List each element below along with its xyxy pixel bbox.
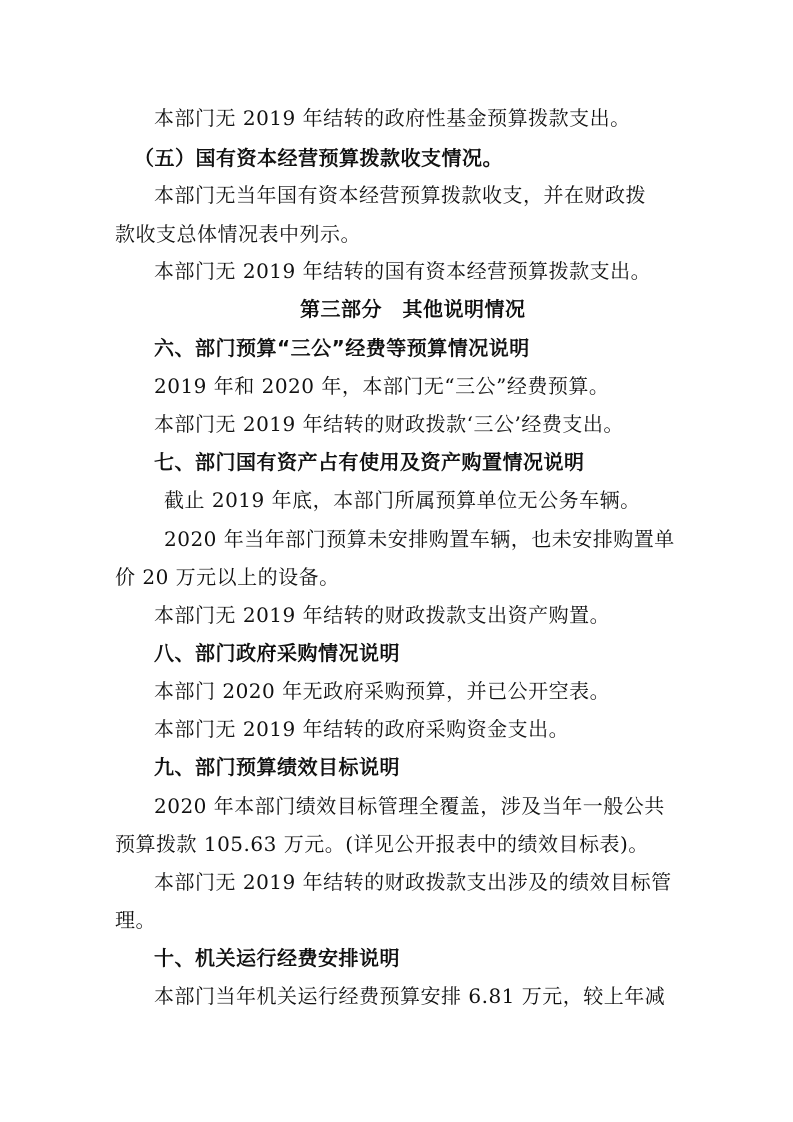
paragraph-line: 预算拨款 105.63 万元。(详见公开报表中的绩效目标表)。 <box>115 832 649 856</box>
paragraph-line: 本部门 2020 年无政府采购预算，并已公开空表。 <box>154 679 611 703</box>
paragraph-line: 2020 年当年部门预算未安排购置车辆，也未安排购置单 <box>164 527 675 551</box>
paragraph-line: 本部门无 2019 年结转的财政拨款‘三公’经费支出。 <box>154 412 624 436</box>
paragraph-line: 本部门无 2019 年结转的财政拨款支出资产购置。 <box>154 603 611 627</box>
paragraph-line: 2019 年和 2020 年，本部门无“三公”经费预算。 <box>154 374 610 398</box>
section-heading: 七、部门国有资产占有使用及资产购置情况说明 <box>154 450 585 474</box>
paragraph-line: 本部门无 2019 年结转的政府性基金预算拨款支出。 <box>154 106 631 130</box>
paragraph-line: 价 20 万元以上的设备。 <box>115 565 340 589</box>
section-heading: （五）国有资本经营预算拨款收支情况。 <box>134 146 503 170</box>
paragraph-line: 款收支总体情况表中列示。 <box>115 222 361 246</box>
section-heading: 六、部门预算“三公”经费等预算情况说明 <box>154 336 530 360</box>
section-heading: 八、部门政府采购情况说明 <box>154 641 400 665</box>
paragraph-line: 本部门无 2019 年结转的财政拨款支出涉及的绩效目标管 <box>154 870 672 894</box>
paragraph-line: 本部门无 2019 年结转的政府采购资金支出。 <box>154 717 570 741</box>
paragraph-line: 理。 <box>115 908 156 932</box>
paragraph-line: 本部门无当年国有资本经营预算拨款收支，并在财政拨 <box>154 183 646 207</box>
part-heading: 第三部分 其他说明情况 <box>300 297 526 321</box>
paragraph-line: 本部门无 2019 年结转的国有资本经营预算拨款支出。 <box>154 259 652 283</box>
section-heading: 九、部门预算绩效目标说明 <box>154 755 400 779</box>
paragraph-line: 本部门当年机关运行经费预算安排 6.81 万元，较上年减 <box>154 984 666 1008</box>
paragraph-line: 2020 年本部门绩效目标管理全覆盖，涉及当年一般公共 <box>154 794 665 818</box>
section-heading: 十、机关运行经费安排说明 <box>154 946 400 970</box>
paragraph-line: 截止 2019 年底，本部门所属预算单位无公务车辆。 <box>164 488 641 512</box>
